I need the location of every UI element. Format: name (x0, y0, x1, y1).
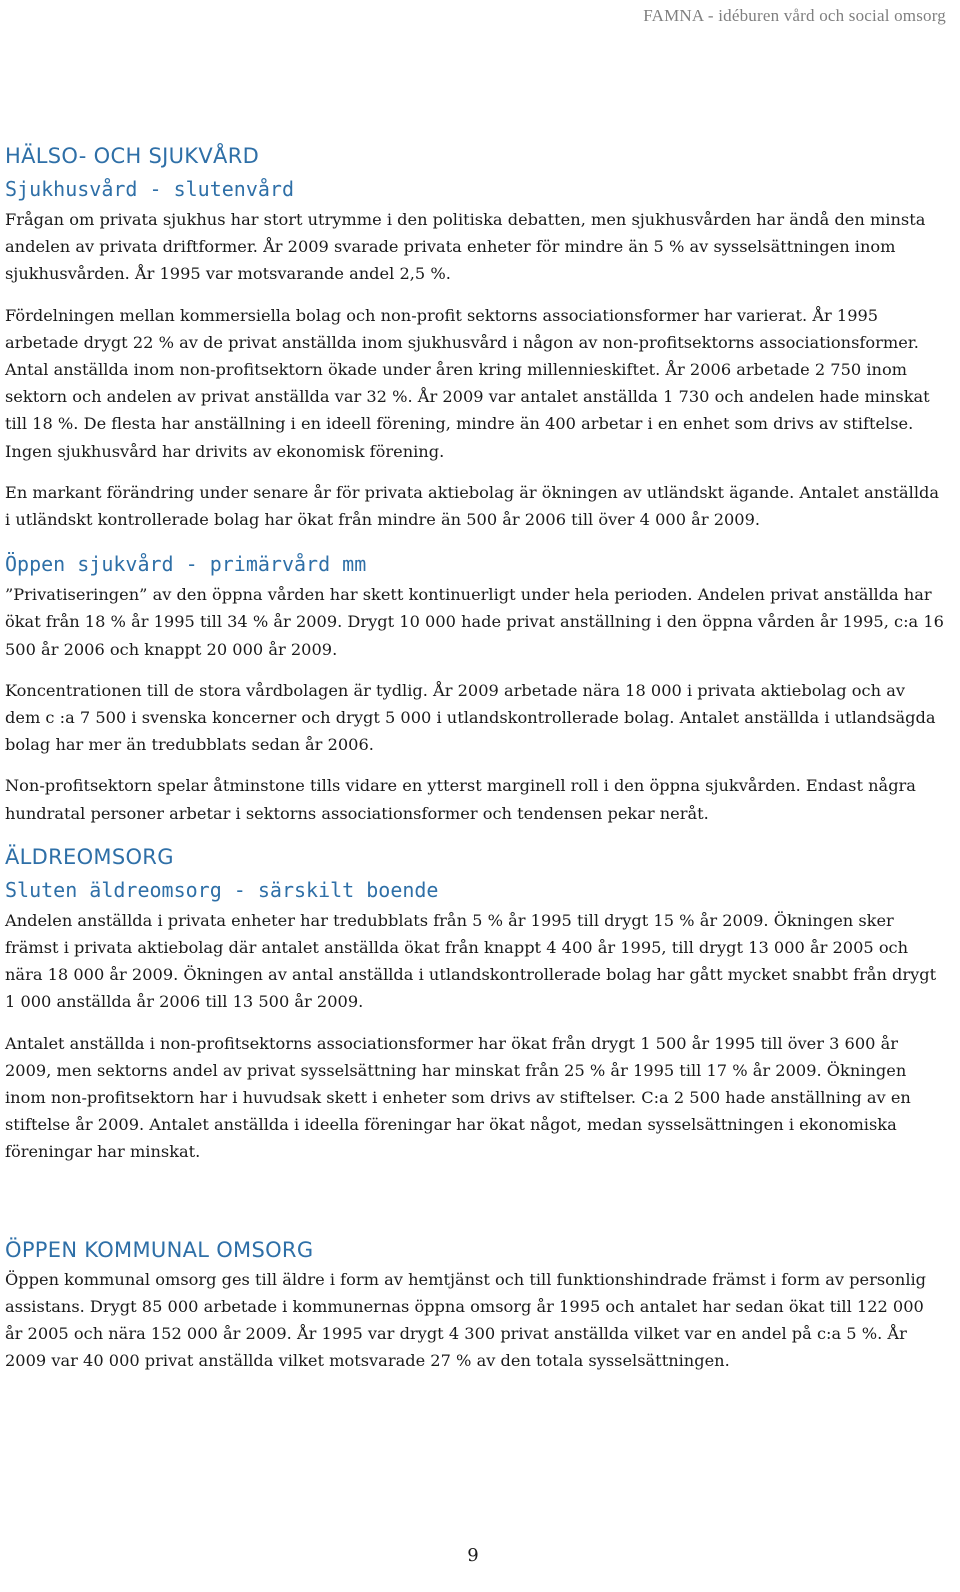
paragraph: Frågan om privata sjukhus har stort utrymme i den politiska debatten, men sjukhusvården har ändå den minsta andelen av privata driftformer. År 2009 svarade privata enheter för mindre än 5 % av sysselsättningen inom sjukhusvården. År 1995 var motsvarande andel 2,5 %. (5, 210, 926, 284)
subheading-sjukhusvard: Sjukhusvård - slutenvård (5, 177, 294, 201)
paragraph: Koncentrationen till de stora vårdbolagen är tydlig. År 2009 arbetade nära 18 000 i privata aktiebolag och av dem c :a 7 500 i svenska koncerner och drygt 5 000 i utlandskontrollerade bolag. Antalet anställda i utlandsägda bolag har mer än tredubblats sedan år 2006. (5, 680, 936, 755)
subheading-oppen-sjukvard: Öppen sjukvård - primärvård mm (5, 552, 367, 577)
section-heading-oppen-kommunal-omsorg: ÖPPEN KOMMUNAL OMSORG (5, 1237, 314, 1262)
paragraph: Non-profitsektorn spelar åtminstone tills vidare en ytterst marginell roll i den öppna sjukvården. Endast några hundratal personer arbetar i sektorns associationsformer och tendensen pekar neråt. (5, 776, 916, 823)
section-spacer (5, 1180, 945, 1234)
subheading-sluten-aldreomsorg: Sluten äldreomsorg - särskilt boende (5, 877, 439, 902)
section-heading-halso: HÄLSO- OCH SJUKVÅRD (5, 144, 260, 168)
paragraph: Antalet anställda i non-profitsektorns associationsformer har ökat från drygt 1 500 år 1995 till över 3 600 år 2009, men sektorns andel av privat sysselsättning har minskat från 25 % år 1995 till 17 % år 2009. Ökningen inom non-profitsektorn har i huvudsak skett i enheter som drivs av stiftelser. C:a 2 500 hade anställning av en stiftelse år 2009. Antalet anställda i ideella föreningar har ökat något, medan sysselsättningen i ekonomiska föreningar har minskat. (5, 1033, 911, 1162)
section-heading-aldreomsorg: ÄLDREOMSORG (5, 844, 174, 869)
running-header-title: FAMNA - idéburen vård och social omsorg (643, 6, 946, 25)
document-body (5, 140, 945, 1389)
paragraph: Fördelningen mellan kommersiella bolag och non-profit sektorns associationsformer har varierat. År 1995 arbetade drygt 22 % av de privat anställda inom sjukhusvård i någon av non-profitsektorns associationsformer. Antal anställda inom non-profitsektorn ökade under åren kring millennieskiftet. År 2006 arbetade 2 750 inom sektorn och andelen av privat anställda var 32 %. År 2009 var antalet anställda 1 730 och andelen hade minskat till 18 %. De flesta har anställning i en ideell förening, mindre än 400 arbetar i en enhet som drivs av stiftelse. Ingen sjukhusvård har drivits av ekonomisk förening. (5, 305, 930, 461)
page-number: 9 (467, 1545, 479, 1566)
paragraph: ”Privatiseringen” av den öppna vården har skett kontinuerligt under hela perioden. Andelen privat anställda har ökat från 18 % år 1995 till 34 % år 2009. Drygt 10 000 hade privat anställning i den öppna vården år 1995, c:a 16 500 år 2006 och knappt 20 000 år 2009. (5, 585, 944, 659)
paragraph: Öppen kommunal omsorg ges till äldre i form av hemtjänst och till funktionshindrade främst i form av personlig assistans. Drygt 85 000 arbetade i kommunernas öppna omsorg år 1995 och antalet har sedan ökat till 122 000 år 2005 och nära 152 000 år 2009. År 1995 var drygt 4 300 privat anställda vilket var en andel på c:a 5 %. År 2009 var 40 000 privat anställda vilket motsvarade 27 % av den totala sysselsättningen. (5, 1269, 927, 1371)
paragraph: Andelen anställda i privata enheter har tredubblats från 5 % år 1995 till drygt 15 % år 2009. Ökningen sker främst i privata aktiebolag där antalet anställda ökat från knappt 4 400 år 1995, till drygt 13 000 år 2005 och nära 18 000 år 2009. Ökningen av antal anställda i utlandskontrollerade bolag har gått mycket snabbt från drygt 1 000 anställda år 2006 till 13 500 år 2009. (5, 910, 937, 1012)
paragraph: En markant förändring under senare år för privata aktiebolag är ökningen av utländskt ägande. Antalet anställda i utländskt kontrollerade bolag har ökat från mindre än 500 år 2006 till över 4 000 år 2009. (5, 482, 940, 530)
